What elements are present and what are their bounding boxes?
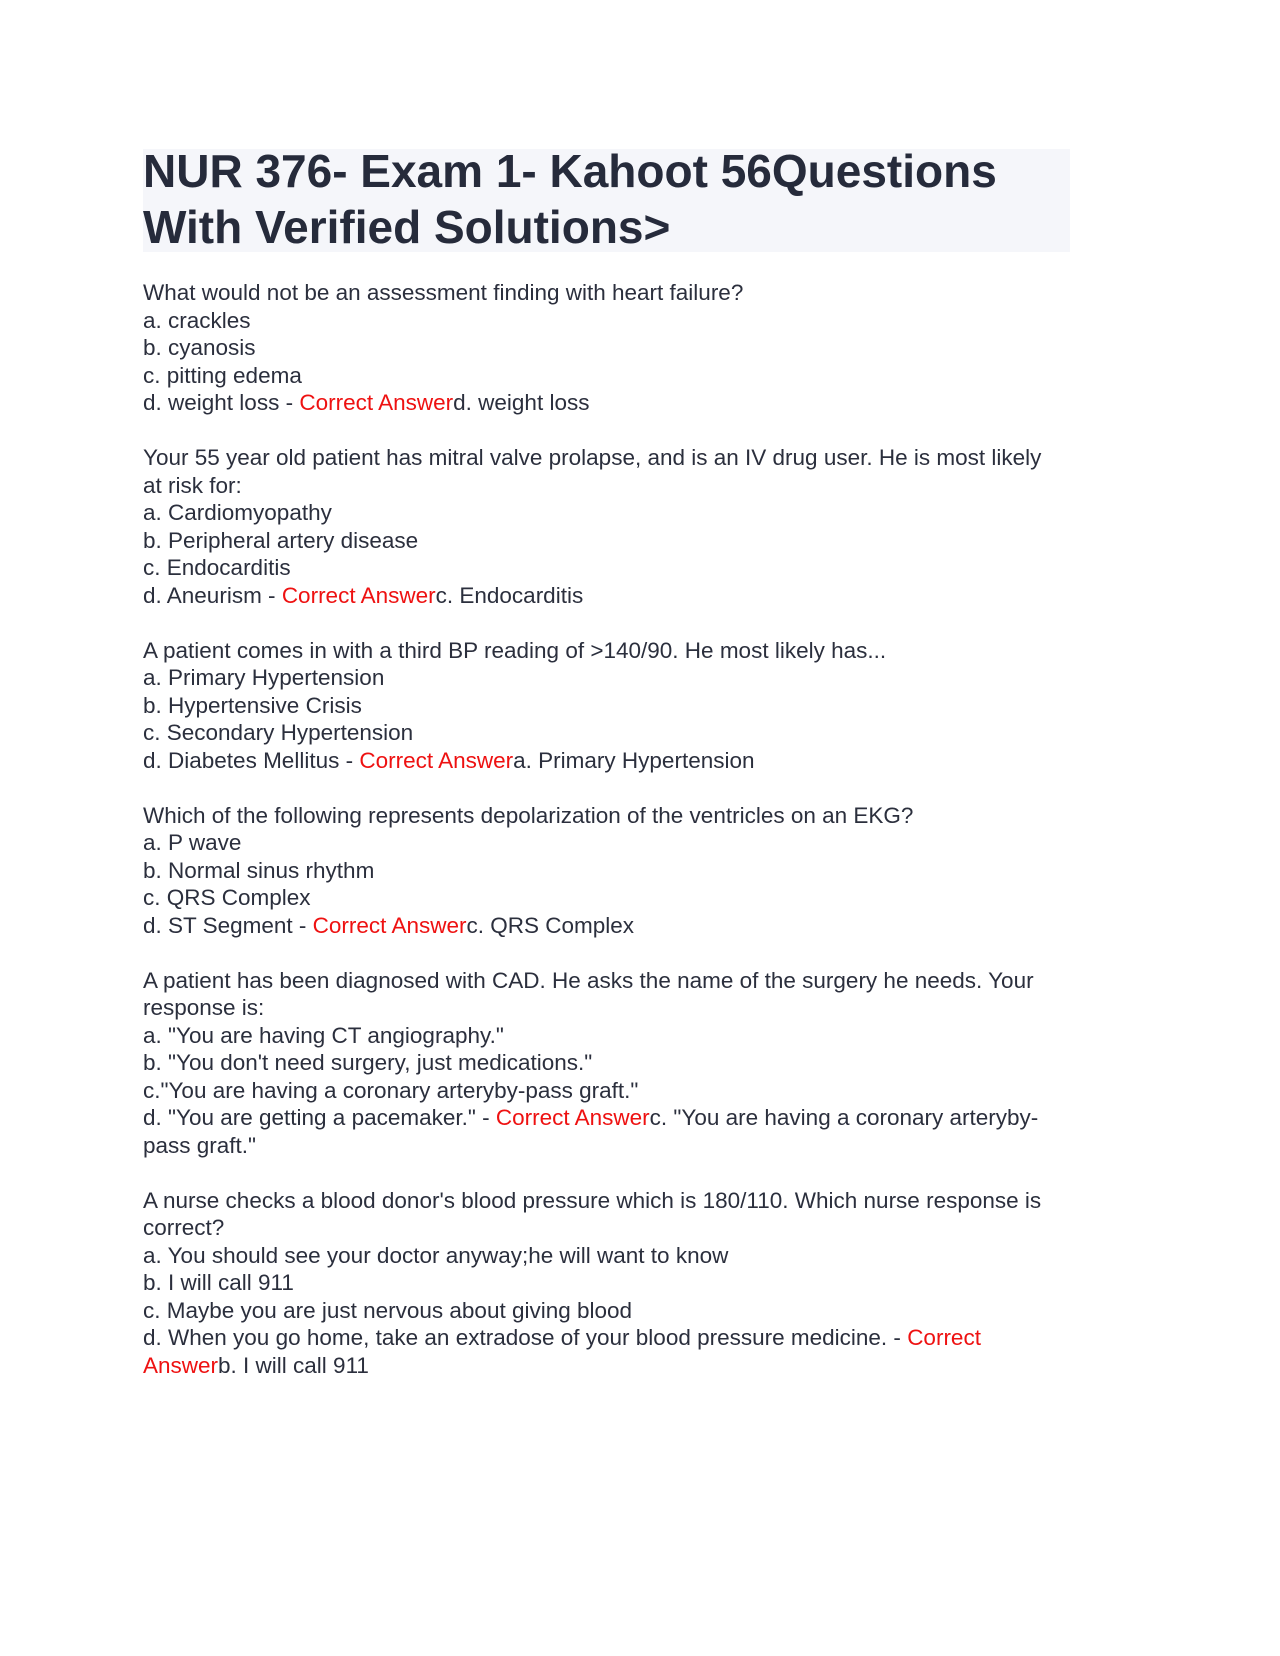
correct-answer-text: c. Endocarditis bbox=[435, 582, 584, 608]
answer-option: d. Aneurism - bbox=[143, 582, 282, 608]
question-block bbox=[143, 802, 1048, 940]
answer-option: c. Secondary Hypertension bbox=[143, 720, 414, 745]
question-text: Your 55 year old patient has mitral valve prolapse, and is an IV drug user. He is most likely at risk for: bbox=[143, 445, 1042, 498]
answer-option: a. Primary Hypertension bbox=[143, 665, 385, 690]
answer-option: d. Diabetes Mellitus - bbox=[143, 747, 360, 773]
answer-option: b. cyanosis bbox=[143, 335, 256, 360]
title-banner bbox=[143, 145, 1070, 253]
correct-answer-text: a. Primary Hypertension bbox=[513, 747, 755, 773]
question-text: A nurse checks a blood donor's blood pressure which is 180/110. Which nurse response is correct? bbox=[143, 1187, 1042, 1240]
answer-option-with-solution bbox=[143, 912, 1048, 940]
correct-answer-text: d. weight loss bbox=[453, 390, 590, 415]
question-block bbox=[143, 1187, 1048, 1380]
answer-option: b. I will call 911 bbox=[143, 1270, 294, 1295]
answer-option: b. Peripheral artery disease bbox=[143, 527, 419, 553]
document-title: NUR 376- Exam 1- Kahoot 56Questions With Verified Solutions> bbox=[143, 145, 997, 253]
correct-answer-label: Correct Answer bbox=[359, 747, 514, 773]
answer-option: a. crackles bbox=[143, 307, 251, 333]
question-list bbox=[143, 279, 1048, 1407]
answer-option: b. Normal sinus rhythm bbox=[143, 857, 375, 883]
answer-option: a. You should see your doctor anyway;he will want to know bbox=[143, 1242, 729, 1268]
answer-option-with-solution bbox=[143, 1324, 1048, 1379]
question-block bbox=[143, 637, 1048, 775]
question-text: Which of the following represents depolarization of the ventricles on an EKG? bbox=[143, 802, 914, 828]
answer-option: a. "You are having CT angiography." bbox=[143, 1022, 504, 1048]
answer-option: a. P wave bbox=[143, 830, 242, 855]
question-block bbox=[143, 279, 1048, 417]
question-text: What would not be an assessment finding with heart failure? bbox=[143, 280, 744, 305]
answer-option-with-solution bbox=[143, 582, 1048, 610]
question-block bbox=[143, 444, 1048, 609]
answer-option: d. "You are getting a pacemaker." - bbox=[143, 1105, 496, 1130]
correct-answer-text: b. I will call 911 bbox=[218, 1352, 369, 1378]
answer-option: c. pitting edema bbox=[143, 362, 302, 388]
answer-option: c."You are having a coronary arteryby-pass graft." bbox=[143, 1077, 639, 1103]
answer-option: d. ST Segment - bbox=[143, 912, 313, 938]
correct-answer-text: c. "You are having a coronary arteryby-pass graft." bbox=[143, 1105, 1039, 1158]
answer-option: c. QRS Complex bbox=[143, 885, 311, 910]
question-block bbox=[143, 967, 1048, 1160]
answer-option-with-solution bbox=[143, 389, 1048, 417]
answer-option: d. When you go home, take an extradose of your blood pressure medicine. - bbox=[143, 1325, 908, 1350]
correct-answer-label: Correct Answer bbox=[495, 1105, 650, 1130]
question-text: A patient has been diagnosed with CAD. He asks the name of the surgery he needs. Your response is: bbox=[143, 967, 1034, 1020]
answer-option: d. weight loss - bbox=[143, 390, 300, 415]
correct-answer-label: Correct Answer bbox=[312, 912, 467, 938]
answer-option: b. "You don't need surgery, just medications." bbox=[143, 1050, 593, 1075]
answer-option: a. Cardiomyopathy bbox=[143, 500, 332, 525]
answer-option: b. Hypertensive Crisis bbox=[143, 692, 362, 718]
answer-option: c. Endocarditis bbox=[143, 555, 291, 580]
answer-option-with-solution bbox=[143, 1104, 1048, 1159]
question-text: A patient comes in with a third BP reading of >140/90. He most likely has... bbox=[143, 637, 887, 663]
answer-option-with-solution bbox=[143, 747, 1048, 775]
correct-answer-label: Correct Answer bbox=[143, 1325, 981, 1378]
correct-answer-text: c. QRS Complex bbox=[466, 912, 635, 938]
answer-option: c. Maybe you are just nervous about giving blood bbox=[143, 1297, 633, 1323]
correct-answer-label: Correct Answer bbox=[299, 390, 454, 415]
correct-answer-label: Correct Answer bbox=[281, 582, 436, 608]
